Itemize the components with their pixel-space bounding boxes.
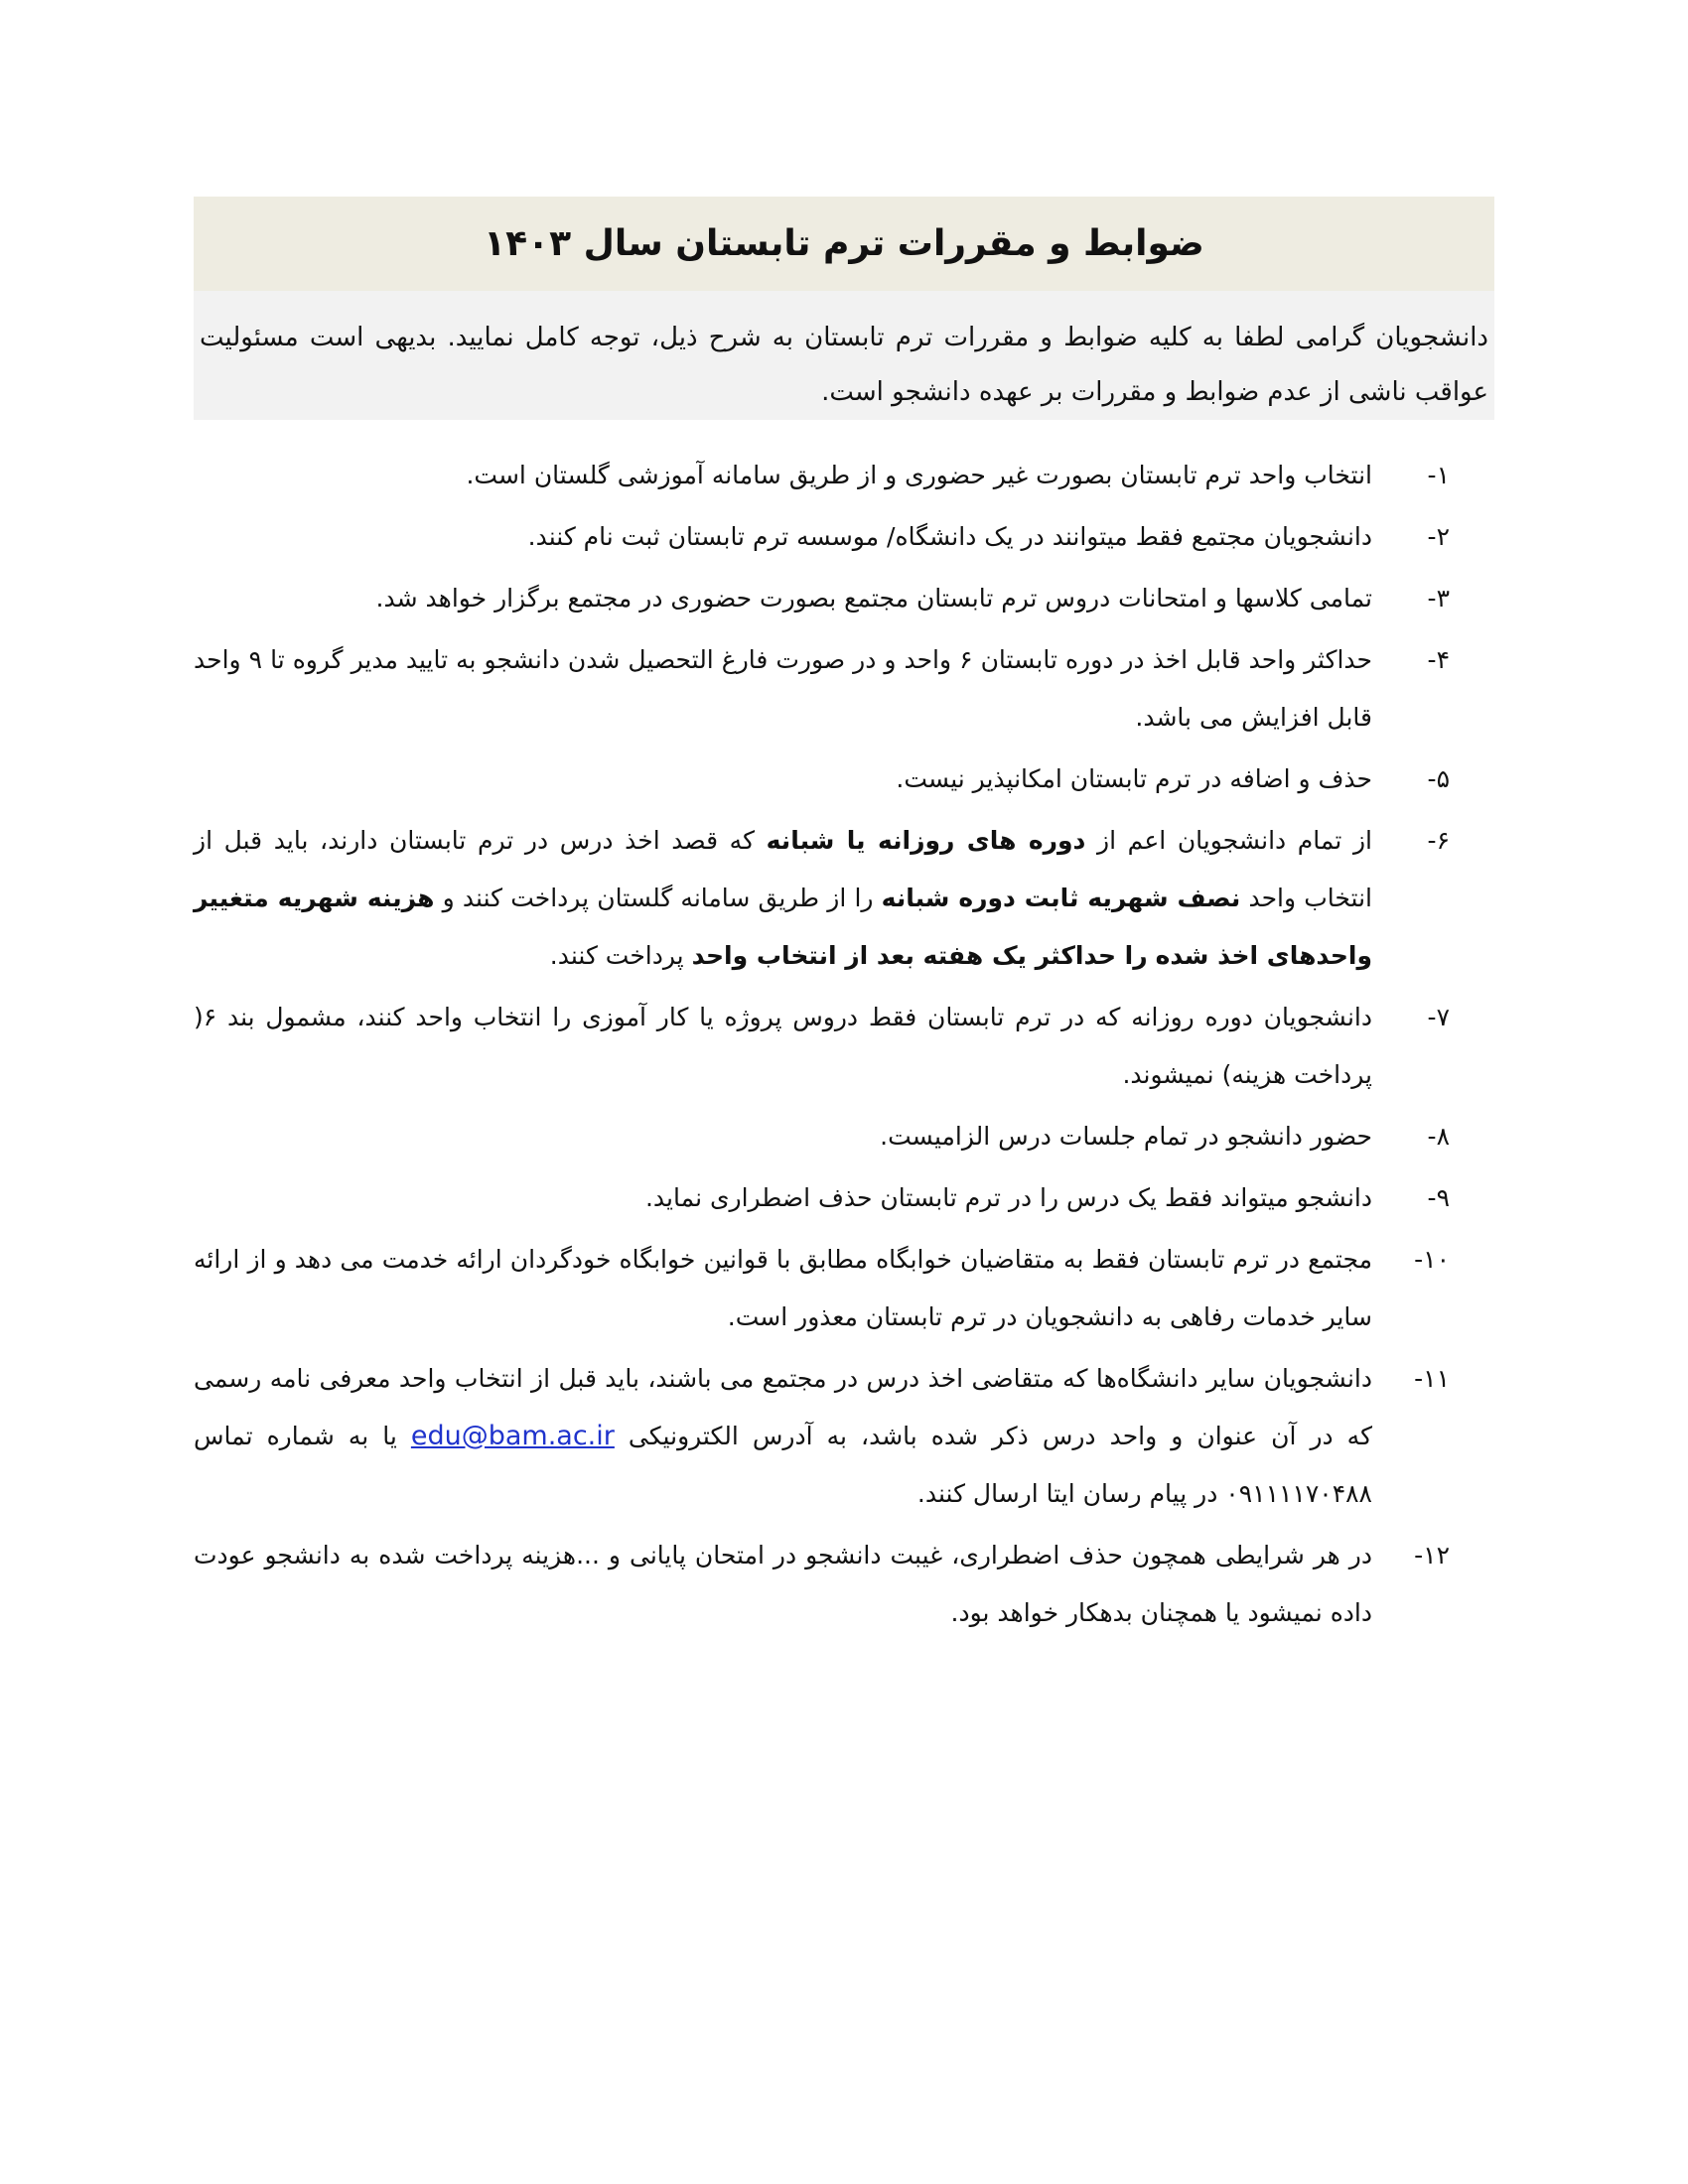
rule-text-part: دانشجویان سایر دانشگاه‌ها که متقاضی اخذ درس در مجتمع می باشند، باید قبل از انتخاب واحد معرفی نامه رسمی که در آن عنوان و واحد درس ذکر شده باشد، به آدرس الکترونیکی	[194, 1364, 1372, 1450]
rule-item-7	[194, 989, 1450, 1104]
rules-list	[194, 447, 1450, 1646]
rule-text: دانشجویان مجتمع فقط میتوانند در یک دانشگاه/ موسسه ترم تابستان ثبت نام کنند.	[527, 522, 1372, 551]
rule-number: ۱۱-	[1414, 1364, 1450, 1393]
rule-text: دانشجویان دوره روزانه که در ترم تابستان فقط دروس پروژه یا کار آموزی را انتخاب واحد کنند، مشمول بند ۶( پرداخت هزینه) نمیشوند.	[194, 1003, 1372, 1089]
rule-item-5	[194, 751, 1450, 808]
rule-number: ۴-	[1427, 645, 1450, 674]
rule-item-12	[194, 1527, 1450, 1642]
rule-text: در هر شرایطی همچون حذف اضطراری، غیبت دانشجو در امتحان پایانی و ...هزینه پرداخت شده به دانشجو عودت داده نمیشود یا همچنان بدهکار خواهد بود.	[194, 1541, 1372, 1627]
intro-text: دانشجویان گرامی لطفا به کلیه ضوابط و مقررات ترم تابستان به شرح ذیل، توجه کامل نمایید. بدیهی است مسئولیت عواقب ناشی از عدم ضوابط و مقررات بر عهده دانشجو است.	[200, 323, 1488, 407]
rule-text: تمامی کلاسها و امتحانات دروس ترم تابستان مجتمع بصورت حضوری در مجتمع برگزار خواهد شد.	[375, 584, 1372, 613]
rule-text: حذف و اضافه در ترم تابستان امکانپذیر نیست.	[896, 764, 1372, 793]
rule-text: انتخاب واحد ترم تابستان بصورت غیر حضوری و از طریق سامانه آموزشی گلستان است.	[466, 461, 1372, 489]
rule-number: ۱۰-	[1414, 1245, 1450, 1274]
rule-item-11	[194, 1350, 1450, 1523]
rule-bold-part: نصف شهریه ثابت دوره شبانه	[881, 884, 1241, 912]
rule-text: حداکثر واحد قابل اخذ در دوره تابستان ۶ واحد و در صورت فارغ التحصیل شدن دانشجو به تایید مدیر گروه تا ۹ واحد قابل افزایش می باشد.	[194, 645, 1373, 732]
rule-bold-part: هزینه شهریه متغییر واحدهای اخذ شده	[194, 884, 1372, 970]
rule-item-1	[194, 447, 1450, 504]
rule-text-part	[1148, 941, 1156, 970]
intro-box	[194, 291, 1494, 420]
rule-text: حضور دانشجو در تمام جلسات درس الزامیست.	[880, 1122, 1372, 1151]
rule-text: دانشجو میتواند فقط یک درس را در ترم تابستان حذف اضطراری نماید.	[644, 1183, 1372, 1212]
rule-number: ۸-	[1427, 1122, 1450, 1151]
email-link[interactable]: edu@bam.ac.ir	[410, 1421, 615, 1451]
rule-text-part: از تمام دانشجویان اعم از	[1085, 826, 1372, 855]
rule-text-part: یا به شماره تماس ۰۹۱۱۱۱۷۰۴۸۸ در پیام رسان ایتا ارسال کنند.	[194, 1422, 1372, 1508]
rule-item-6	[194, 812, 1450, 985]
page-title: ضوابط و مقررات ترم تابستان سال ۱۴۰۳	[484, 223, 1204, 264]
rule-text	[194, 812, 1390, 985]
title-bar	[194, 197, 1494, 291]
rule-bold-part: دوره های روزانه یا شبانه	[766, 826, 1086, 855]
rule-bold-part: را حداکثر یک هفته بعد از انتخاب واحد	[691, 941, 1148, 970]
rule-number: ۱-	[1427, 461, 1450, 489]
rule-number: ۳-	[1427, 584, 1450, 613]
rule-item-3	[194, 570, 1450, 627]
rule-item-8	[194, 1108, 1450, 1165]
rule-text	[194, 1350, 1390, 1523]
rule-number: ۱۲-	[1414, 1541, 1450, 1570]
rule-number: ۶-	[1427, 826, 1450, 855]
rule-text-part: را از طریق سامانه گلستان پرداخت کنند و	[434, 884, 882, 912]
rule-number: ۵-	[1427, 764, 1450, 793]
rule-number: ۲-	[1427, 522, 1450, 551]
rule-text-part: که قصد اخذ درس در ترم تابستان دارند، باید قبل از انتخاب واحد	[194, 826, 1373, 912]
rule-item-10	[194, 1231, 1450, 1346]
rule-item-2	[194, 508, 1450, 566]
rule-number: ۷-	[1427, 1003, 1450, 1031]
rule-item-9	[194, 1169, 1450, 1227]
rule-text-part: پرداخت کنند.	[549, 941, 692, 970]
rule-item-4	[194, 631, 1450, 747]
rule-text: مجتمع در ترم تابستان فقط به متقاضیان خوابگاه مطابق با قوانین خوابگاه خودگردان ارائه خدمت می دهد و از ارائه سایر خدمات رفاهی به دانشجویان در ترم تابستان معذور است.	[194, 1245, 1372, 1331]
rule-number: ۹-	[1427, 1183, 1450, 1212]
